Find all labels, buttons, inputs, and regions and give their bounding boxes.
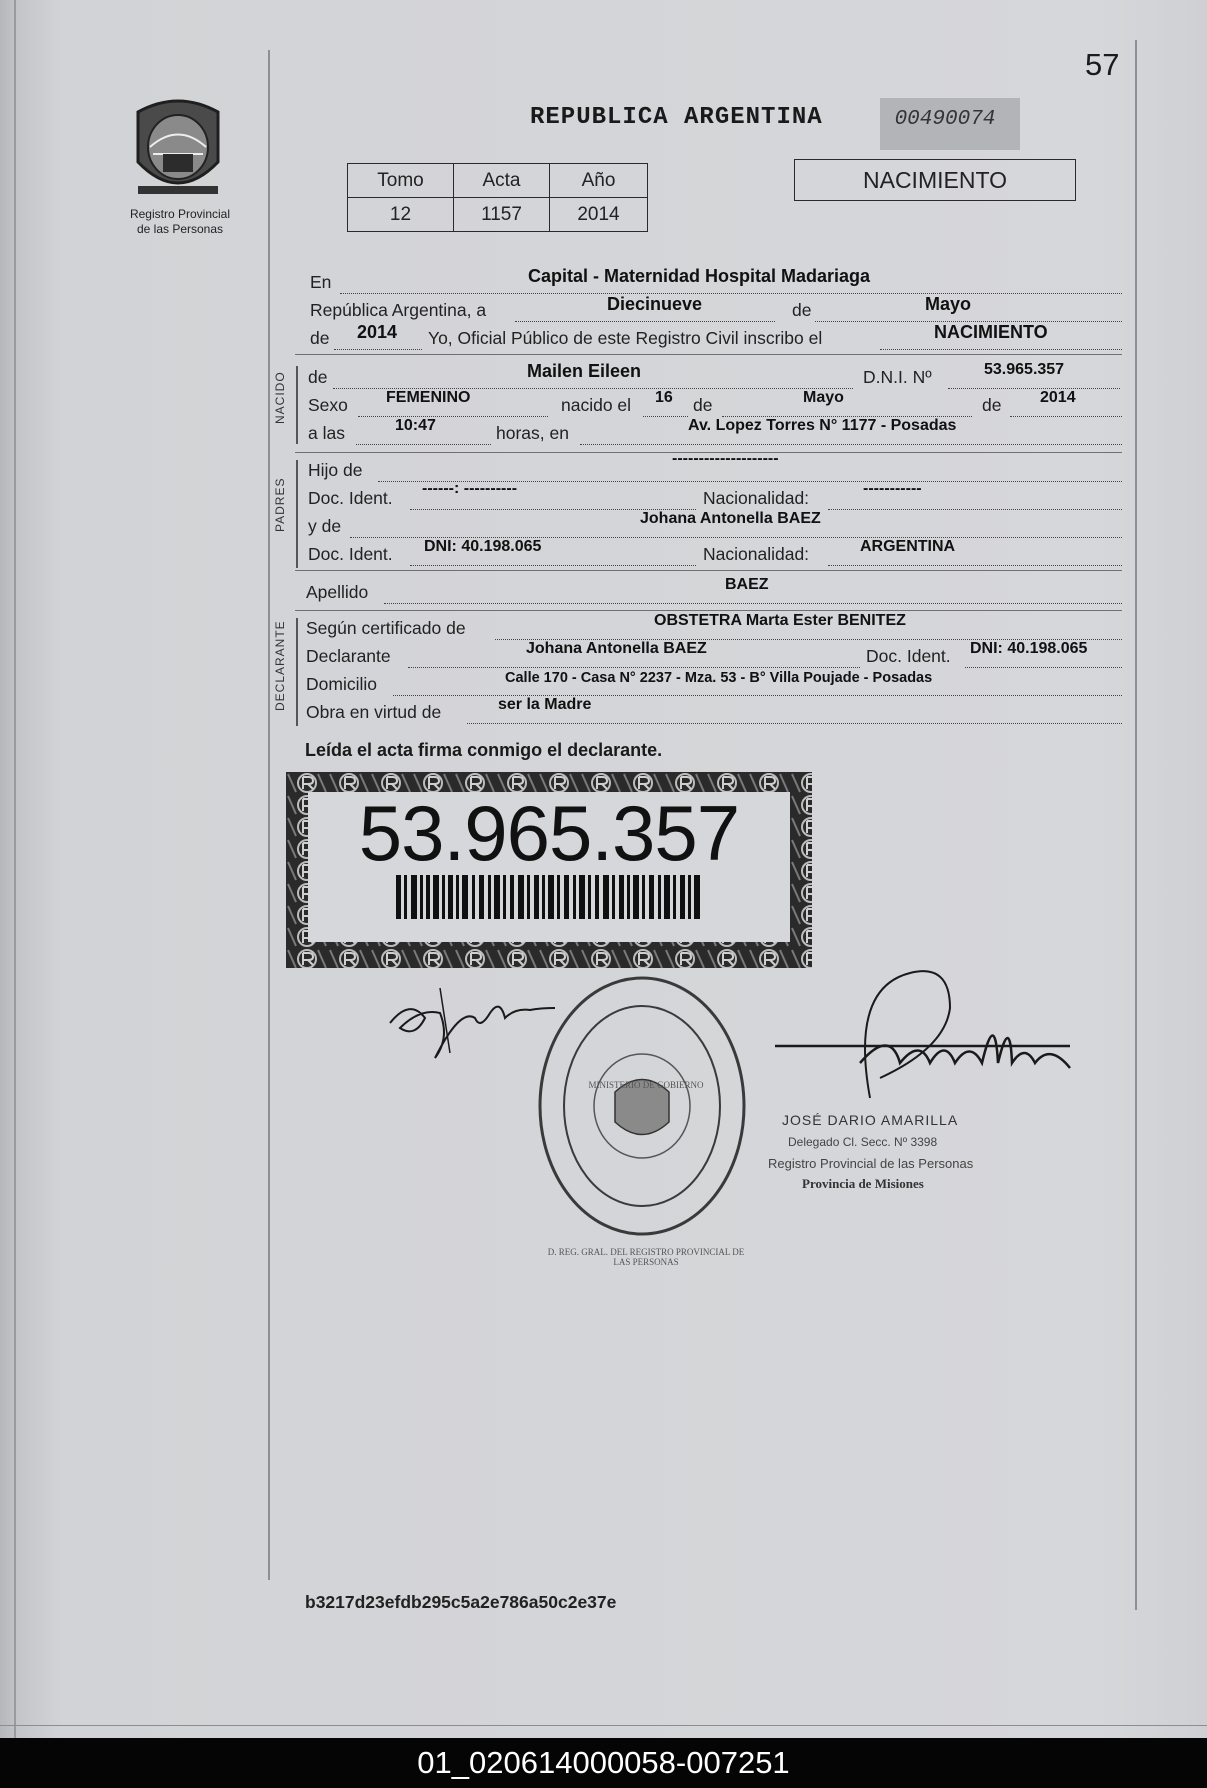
registry-table-value-row — [348, 198, 648, 232]
section-divider — [295, 610, 1122, 611]
registry-header-acta: Acta — [454, 164, 550, 198]
dotted-line — [358, 416, 548, 417]
section-divider — [295, 570, 1122, 571]
registry-table-header-row — [348, 164, 648, 198]
label-apellido: Apellido — [306, 582, 369, 602]
value-lugar: Av. Lopez Torres N° 1177 - Posadas — [688, 417, 957, 434]
left-margin-line — [268, 50, 270, 1580]
registry-value-acta: 1157 — [454, 198, 550, 232]
value-dia-nacimiento: 16 — [655, 389, 673, 406]
misiones-crest-logo — [128, 92, 228, 204]
dotted-line — [948, 388, 1120, 389]
value-anio: 2014 — [357, 322, 398, 342]
value-acto: NACIMIENTO — [934, 322, 1048, 342]
right-margin-line — [1135, 40, 1137, 1610]
label-republica: República Argentina, a — [310, 300, 487, 320]
value-nombre: Mailen Eileen — [527, 361, 642, 381]
label-nacido-el: nacido el — [561, 395, 632, 415]
crest-caption-line2: de las Personas — [136, 222, 224, 236]
label-hijo-de: Hijo de — [308, 460, 363, 480]
value-domicilio: Calle 170 - Casa N° 2237 - Mza. 53 - B° Villa Poujade - Posadas — [505, 670, 933, 686]
far-left-edge-line — [14, 0, 16, 1738]
dotted-line — [580, 444, 1122, 445]
label-doc1: Doc. Ident. — [308, 488, 393, 508]
label-y-de: y de — [308, 516, 342, 536]
label-a-las: a las — [308, 423, 345, 443]
label-nac1: Nacionalidad: — [703, 488, 810, 508]
official-province: Provincia de Misiones — [802, 1176, 924, 1191]
value-apellido: BAEZ — [725, 576, 769, 593]
registry-header-anio: Año — [550, 164, 648, 198]
crest-caption-line1: Registro Provincial — [129, 207, 231, 221]
label-en: En — [310, 272, 332, 292]
label-nac2: Nacionalidad: — [703, 544, 810, 564]
dotted-line — [828, 565, 1122, 566]
dotted-line — [880, 349, 1122, 350]
value-certificado: OBSTETRA Marta Ester BENITEZ — [654, 612, 906, 629]
nacido-bracket — [296, 366, 298, 444]
section-divider — [295, 354, 1122, 355]
dotted-line — [965, 667, 1122, 668]
registry-value-anio: 2014 — [550, 198, 648, 232]
label-domicilio: Domicilio — [306, 674, 377, 694]
dotted-line — [828, 509, 1122, 510]
value-hora: 10:47 — [395, 417, 436, 434]
value-nac1: ----------- — [863, 480, 922, 497]
serial-stamp — [880, 98, 1020, 150]
declarante-bracket — [296, 618, 298, 726]
page-number: 57 — [1085, 47, 1120, 82]
seal-outer-text: D. REG. GRAL. DEL REGISTRO PROVINCIAL DE LAS PERSONAS — [547, 1247, 745, 1267]
value-padre: -------------------- — [672, 450, 779, 467]
value-doc-declarante: DNI: 40.198.065 — [970, 640, 1088, 657]
official-name: JOSÉ DARIO AMARILLA — [782, 1112, 959, 1128]
value-mes: Mayo — [925, 294, 972, 314]
dotted-line — [515, 321, 775, 322]
dotted-line — [408, 667, 860, 668]
dotted-line — [643, 416, 688, 417]
value-doc2: DNI: 40.198.065 — [424, 538, 542, 555]
official-seal — [535, 972, 750, 1240]
document-hash: b3217d23efdb295c5a2e786a50c2e37e — [305, 1592, 617, 1612]
dotted-line — [340, 293, 1122, 294]
label-horas-en: horas, en — [496, 423, 569, 443]
official-signature — [770, 968, 1090, 1118]
declarante-section-label: DECLARANTE — [273, 620, 287, 711]
scan-footer-id: 01_020614000058-007251 — [0, 1738, 1207, 1788]
dotted-line — [410, 565, 696, 566]
value-madre: Johana Antonella BAEZ — [640, 510, 821, 527]
label-certificado: Según certificado de — [306, 618, 466, 638]
value-doc1: ------: ---------- — [422, 480, 518, 497]
value-obra: ser la Madre — [498, 696, 592, 713]
dotted-line — [384, 603, 1122, 604]
label-oficial: Yo, Oficial Público de este Registro Civil inscribo el — [428, 328, 823, 348]
dotted-line — [356, 444, 491, 445]
label-doc2: Doc. Ident. — [308, 544, 393, 564]
padres-bracket — [296, 460, 298, 568]
document-type-box: NACIMIENTO — [794, 159, 1076, 201]
value-sexo: FEMENINO — [386, 389, 471, 406]
padres-section-label: PADRES — [273, 477, 287, 532]
label-de-anio: de — [982, 395, 1002, 415]
seal-inner-text: MINISTERIO DE GOBIERNO — [588, 1080, 704, 1090]
label-de: de — [792, 300, 812, 320]
closing-statement: Leída el acta firma conmigo el declarante. — [305, 740, 663, 760]
value-nac2: ARGENTINA — [860, 538, 956, 555]
nacido-section-label: NACIDO — [273, 371, 287, 424]
label-declarante: Declarante — [306, 646, 391, 666]
label-doc-declarante: Doc. Ident. — [866, 646, 951, 666]
bottom-edge-line — [0, 1725, 1207, 1726]
value-dni: 53.965.357 — [984, 361, 1065, 378]
value-anio-nacimiento: 2014 — [1040, 389, 1076, 406]
dni-sticker-number: 53.965.357 — [358, 789, 740, 877]
label-sexo: Sexo — [308, 395, 348, 415]
registry-value-tomo: 12 — [348, 198, 454, 232]
value-en: Capital - Maternidad Hospital Madariaga — [528, 266, 871, 286]
document-title: REPUBLICA ARGENTINA — [530, 104, 823, 131]
label-anio-de: de — [310, 328, 330, 348]
dotted-line — [1010, 416, 1122, 417]
dotted-line — [467, 723, 1122, 724]
official-role: Delegado Cl. Secc. Nº 3398 — [788, 1135, 938, 1149]
registry-table — [347, 163, 648, 232]
value-dia: Diecinueve — [607, 294, 703, 314]
dotted-line — [334, 349, 422, 350]
label-dni: D.N.I. Nº — [863, 367, 932, 387]
crest-caption — [100, 207, 260, 237]
official-office: Registro Provincial de las Personas — [768, 1156, 974, 1171]
label-de-mes: de — [693, 395, 713, 415]
label-obra: Obra en virtud de — [306, 702, 442, 722]
value-mes-nacimiento: Mayo — [803, 389, 844, 406]
label-nacido-de: de — [308, 367, 328, 387]
serial-number: 00490074 — [894, 108, 996, 131]
value-declarante: Johana Antonella BAEZ — [526, 640, 707, 657]
registry-header-tomo: Tomo — [348, 164, 454, 198]
